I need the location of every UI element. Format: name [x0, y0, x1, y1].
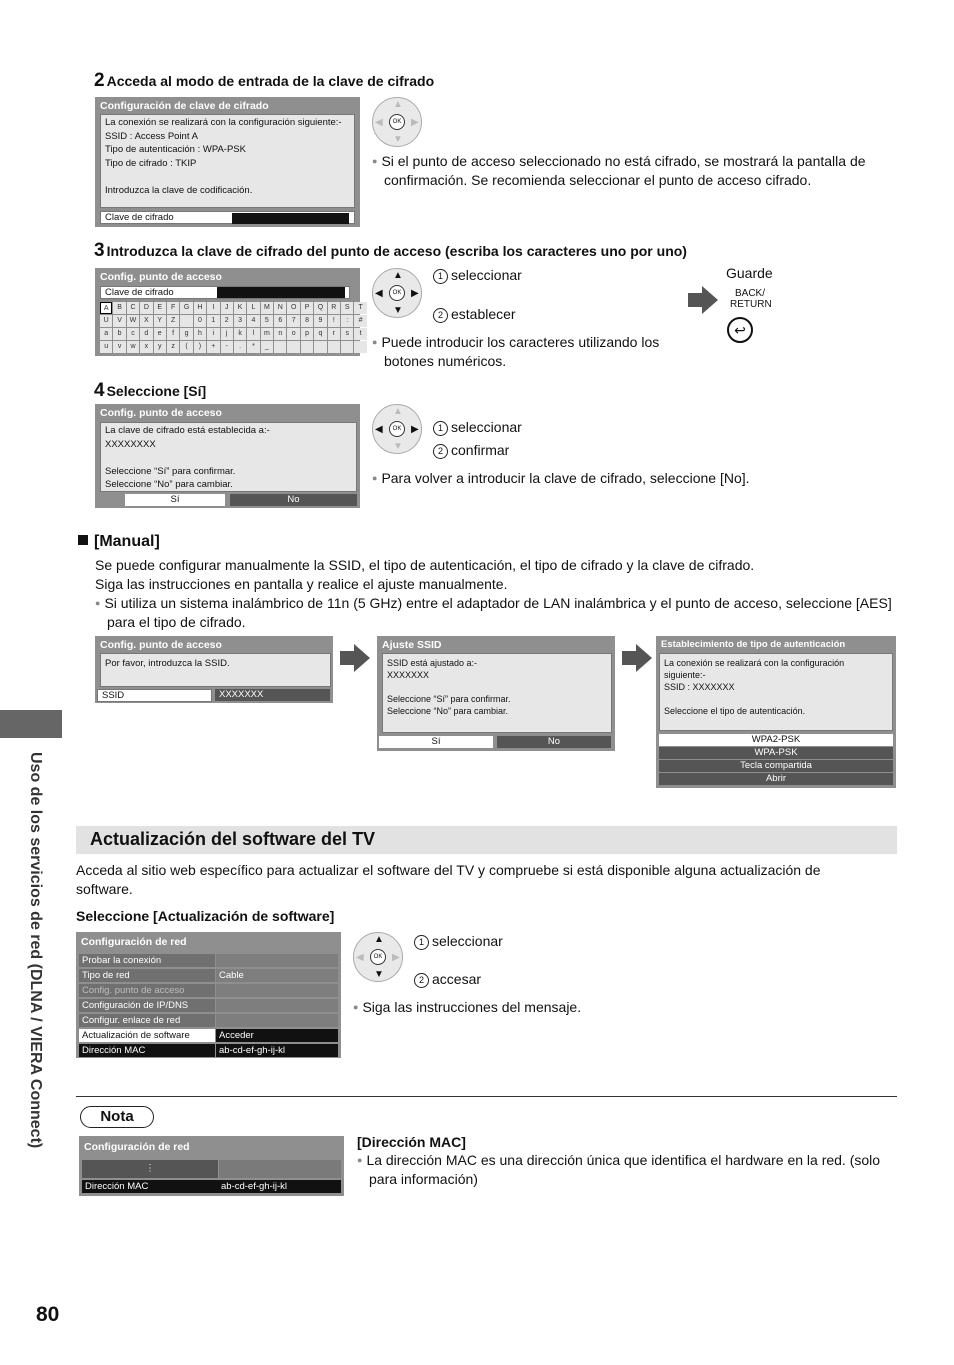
- keyboard-key[interactable]: J: [221, 302, 233, 314]
- keyboard-key[interactable]: R: [328, 302, 340, 314]
- network-menu-item[interactable]: Configur. enlace de red: [79, 1014, 215, 1027]
- no-button[interactable]: No: [497, 736, 611, 748]
- keyboard-key[interactable]: n: [274, 328, 286, 340]
- keyboard-key[interactable]: +: [207, 341, 219, 353]
- network-menu-value: Acceder: [216, 1029, 338, 1042]
- save-label: Guarde: [726, 265, 773, 281]
- network-menu-value: [216, 954, 338, 967]
- keyboard-key[interactable]: Q: [314, 302, 326, 314]
- keyboard-key[interactable]: e: [154, 328, 166, 340]
- step-3-note: ● Puede introducir los caracteres utilizando los botones numéricos.: [372, 333, 694, 371]
- keyboard-key[interactable]: 1: [207, 315, 219, 327]
- select-instruction: 1 seleccionar: [414, 932, 503, 951]
- menu-dots: ⋮: [82, 1160, 218, 1178]
- keyboard-key[interactable]: [328, 341, 340, 353]
- keyboard-key[interactable]: z: [167, 341, 179, 353]
- remote-pad-icon: ▲ ▼ ◀ ▶ OK: [372, 404, 422, 454]
- keyboard-key[interactable]: #: [354, 315, 366, 327]
- network-menu-value: [216, 1014, 338, 1027]
- keyboard-key[interactable]: 0: [194, 315, 206, 327]
- keyboard-key[interactable]: 5: [261, 315, 273, 327]
- keyboard-key[interactable]: ): [194, 341, 206, 353]
- keyboard-key[interactable]: C: [127, 302, 139, 314]
- access-instruction: 2 accesar: [414, 970, 481, 989]
- keyboard-key[interactable]: [314, 341, 326, 353]
- screen-body: La conexión se realizará con la configuración siguiente:- SSID : Access Point A Tipo de autenticación : WPA-PSK Tipo de cifrado : TKIP Introduzca la clave de codificación.: [100, 114, 355, 208]
- keyboard-key[interactable]: 3: [234, 315, 246, 327]
- select-instruction: 1 seleccionar: [433, 418, 522, 437]
- screen-body: La clave de cifrado está establecida a:- XXXXXXXX Seleccione “Sí” para confirmar. Seleccione “No” para cambiar.: [100, 422, 357, 492]
- update-heading: Actualización del software del TV: [90, 829, 376, 849]
- mac-row[interactable]: Dirección MAC ab-cd-ef-gh-ij-kl: [82, 1180, 341, 1193]
- manual-heading: [Manual]: [78, 533, 160, 551]
- keyboard-key[interactable]: [287, 341, 299, 353]
- auth-option-shared-key[interactable]: Tecla compartida: [659, 760, 893, 772]
- keyboard-key[interactable]: A: [100, 302, 112, 314]
- keyboard-key[interactable]: [180, 315, 192, 327]
- confirm-instruction: 2 confirmar: [433, 441, 509, 460]
- update-intro: Acceda al sitio web específico para actualizar el software del TV y compruebe si está disponible alguna actualización de software.: [76, 862, 821, 897]
- auth-option-open[interactable]: Abrir: [659, 773, 893, 785]
- ssid-field[interactable]: SSID: [97, 689, 212, 702]
- keyboard-key[interactable]: 6: [274, 315, 286, 327]
- encryption-key-input[interactable]: [217, 287, 345, 298]
- keyboard-key[interactable]: k: [234, 328, 246, 340]
- network-menu-value: [216, 984, 338, 997]
- set-instruction: 2 establecer: [433, 305, 516, 324]
- next-arrow-icon: [354, 644, 370, 672]
- network-menu-value: ab-cd-ef-gh-ij-kl: [216, 1044, 338, 1057]
- keyboard-key[interactable]: d: [140, 328, 152, 340]
- nota-badge: Nota: [80, 1106, 154, 1128]
- mac-screen: Configuración de red ⋮ Dirección MAC ab-cd-ef-gh-ij-kl: [79, 1136, 344, 1196]
- onscreen-keyboard[interactable]: [100, 302, 367, 353]
- step-2-title: 2 Acceda al modo de entrada de la clave de cifrado: [94, 70, 435, 91]
- screen-header: Config. punto de acceso: [100, 407, 222, 419]
- mac-title: [Dirección MAC]: [357, 1134, 466, 1150]
- keyboard-key[interactable]: i: [207, 328, 219, 340]
- screen-header: Config. punto de acceso: [100, 271, 222, 283]
- auth-option-wpa-psk[interactable]: WPA-PSK: [659, 747, 893, 759]
- keyboard-key[interactable]: *: [247, 341, 259, 353]
- network-menu-item[interactable]: Config. punto de acceso: [79, 984, 215, 997]
- remote-pad-icon: ▲ ▼ ◀ ▶ OK: [372, 268, 422, 318]
- next-arrow-icon: [636, 644, 652, 672]
- keyboard-key[interactable]: 7: [287, 315, 299, 327]
- encryption-key-input[interactable]: [232, 213, 349, 224]
- keyboard-key[interactable]: -: [221, 341, 233, 353]
- keyboard-key[interactable]: a: [100, 328, 112, 340]
- keyboard-key[interactable]: l: [247, 328, 259, 340]
- keyboard-key[interactable]: [341, 341, 353, 353]
- keyboard-key[interactable]: T: [354, 302, 366, 314]
- auth-type-screen: Establecimiento de tipo de autenticación La conexión se realizará con la configuración siguiente:- SSID : XXXXXXX Seleccione el tipo de autenticación. WPA2-PSK WPA-PSK Tecla compartida Abrir: [656, 636, 896, 788]
- keyboard-key[interactable]: N: [274, 302, 286, 314]
- step-3-title: 3 Introduzca la clave de cifrado del punto de acceso (escriba los caracteres uno por uno): [94, 240, 687, 261]
- keyboard-key[interactable]: E: [154, 302, 166, 314]
- side-tab-text: Uso de los servicios de red (DLNA / VIERA Connect): [27, 752, 44, 1149]
- key-entry-screen: [95, 268, 363, 356]
- keyboard-key[interactable]: M: [261, 302, 273, 314]
- keyboard-key[interactable]: L: [247, 302, 259, 314]
- page-number: 80: [36, 1303, 60, 1326]
- keyboard-key[interactable]: K: [234, 302, 246, 314]
- keyboard-key[interactable]: B: [113, 302, 125, 314]
- network-config-screen: Configuración de red Probar la conexión Tipo de red Cable Config. punto de acceso Configuración de IP/DNS Configur. enlace de red Actualización de software Acceder Dirección MAC ab-cd-ef-gh-ij-kl: [76, 932, 341, 1058]
- network-menu-item[interactable]: Probar la conexión: [79, 954, 215, 967]
- keyboard-key[interactable]: s: [341, 328, 353, 340]
- keyboard-key[interactable]: 8: [301, 315, 313, 327]
- network-menu-item[interactable]: Actualización de software: [79, 1029, 215, 1042]
- manual-note: ● Si utiliza un sistema inalámbrico de 11n (5 GHz) entre el adaptador de LAN inalámbrica y el punto de acceso, seleccione [AES] para el tipo de cifrado.: [95, 594, 907, 632]
- back-return-label: BACK/ RETURN: [730, 288, 772, 310]
- keyboard-key[interactable]: !: [328, 315, 340, 327]
- keyboard-key[interactable]: x: [140, 341, 152, 353]
- keyboard-key[interactable]: y: [154, 341, 166, 353]
- keyboard-key[interactable]: f: [167, 328, 179, 340]
- update-note: ● Siga las instrucciones del mensaje.: [353, 998, 581, 1017]
- keyboard-key[interactable]: w: [127, 341, 139, 353]
- keyboard-key[interactable]: U: [100, 315, 112, 327]
- keyboard-key[interactable]: c: [127, 328, 139, 340]
- keyboard-key[interactable]: H: [194, 302, 206, 314]
- keyboard-key[interactable]: m: [261, 328, 273, 340]
- auth-option-wpa2-psk[interactable]: WPA2-PSK: [659, 734, 893, 746]
- network-menu-item[interactable]: Configuración de IP/DNS: [79, 999, 215, 1012]
- step-4-note: ● Para volver a introducir la clave de cifrado, seleccione [No].: [372, 469, 750, 488]
- update-heading-bar: [76, 826, 897, 854]
- keyboard-key[interactable]: W: [127, 315, 139, 327]
- remote-pad-icon: ▲ ▼ ◀ ▶ OK: [372, 97, 422, 147]
- keyboard-key[interactable]: u: [100, 341, 112, 353]
- keyboard-key[interactable]: r: [328, 328, 340, 340]
- keyboard-key[interactable]: q: [314, 328, 326, 340]
- manual-text-1: Se puede configurar manualmente la SSID, el tipo de autenticación, el tipo de cifrado y la clave de cifrado.: [95, 557, 755, 573]
- keyboard-key[interactable]: t: [354, 328, 366, 340]
- update-step-title: Seleccione [Actualización de software]: [76, 908, 335, 924]
- yes-button[interactable]: Sí: [379, 736, 493, 748]
- no-button[interactable]: No: [230, 494, 357, 506]
- keyboard-key[interactable]: j: [221, 328, 233, 340]
- keyboard-key[interactable]: V: [113, 315, 125, 327]
- yes-button[interactable]: Sí: [125, 494, 225, 506]
- keyboard-key[interactable]: o: [287, 328, 299, 340]
- back-return-button-icon: ↩: [727, 317, 753, 343]
- encryption-key-screen: [95, 97, 360, 227]
- keyboard-key[interactable]: 2: [221, 315, 233, 327]
- manual-text-2: Siga las instrucciones en pantalla y realice el ajuste manualmente.: [95, 576, 508, 592]
- keyboard-key[interactable]: p: [301, 328, 313, 340]
- remote-pad-icon: ▲ ▼ ◀ ▶ OK: [353, 932, 403, 982]
- keyboard-key[interactable]: G: [180, 302, 192, 314]
- key-confirm-screen: [95, 404, 360, 508]
- keyboard-key[interactable]: v: [113, 341, 125, 353]
- keyboard-key[interactable]: h: [194, 328, 206, 340]
- keyboard-key[interactable]: _: [261, 341, 273, 353]
- network-menu-value: [216, 999, 338, 1012]
- keyboard-key[interactable]: O: [287, 302, 299, 314]
- keyboard-key[interactable]: .: [234, 341, 246, 353]
- keyboard-key[interactable]: Y: [154, 315, 166, 327]
- keyboard-key[interactable]: D: [140, 302, 152, 314]
- keyboard-key[interactable]: X: [140, 315, 152, 327]
- keyboard-key[interactable]: 9: [314, 315, 326, 327]
- ssid-entry-screen: Config. punto de acceso Por favor, introduzca la SSID. SSID XXXXXXX: [95, 636, 333, 703]
- next-arrow-icon: [702, 286, 718, 314]
- keyboard-key[interactable]: P: [301, 302, 313, 314]
- keyboard-key[interactable]: F: [167, 302, 179, 314]
- keyboard-key[interactable]: S: [341, 302, 353, 314]
- network-menu-item[interactable]: Tipo de red: [79, 969, 215, 982]
- keyboard-key[interactable]: [274, 341, 286, 353]
- side-tab-block: [0, 710, 62, 738]
- screen-header: Configuración de clave de cifrado: [100, 100, 269, 112]
- keyboard-key[interactable]: Z: [167, 315, 179, 327]
- mac-text: ● La dirección MAC es una dirección única que identifica el hardware en la red. (solo para información): [357, 1151, 889, 1189]
- divider: [76, 1096, 897, 1097]
- keyboard-key[interactable]: :: [341, 315, 353, 327]
- network-menu-item[interactable]: Dirección MAC: [79, 1044, 215, 1057]
- step-4-title: 4 Seleccione [Sí]: [94, 380, 207, 401]
- network-menu-value: Cable: [216, 969, 338, 982]
- step-2-note: ● Si el punto de acceso seleccionado no está cifrado, se mostrará la pantalla de confirmación. Se recomienda seleccionar el punto de acceso cifrado.: [372, 152, 904, 190]
- encryption-key-field[interactable]: Clave de cifrado: [100, 211, 355, 224]
- keyboard-key[interactable]: (: [180, 341, 192, 353]
- ssid-value[interactable]: XXXXXXX: [215, 689, 330, 701]
- keyboard-key[interactable]: [301, 341, 313, 353]
- keyboard-key[interactable]: [354, 341, 366, 353]
- ssid-confirm-screen: Ajuste SSID SSID está ajustado a:- XXXXXXX Seleccione “Sí” para confirmar. Seleccione “No” para cambiar. Sí No: [377, 636, 615, 751]
- keyboard-key[interactable]: 4: [247, 315, 259, 327]
- keyboard-key[interactable]: I: [207, 302, 219, 314]
- keyboard-key[interactable]: b: [113, 328, 125, 340]
- select-instruction: 1 seleccionar: [433, 266, 522, 285]
- keyboard-key[interactable]: g: [180, 328, 192, 340]
- encryption-key-field[interactable]: Clave de cifrado: [100, 286, 350, 299]
